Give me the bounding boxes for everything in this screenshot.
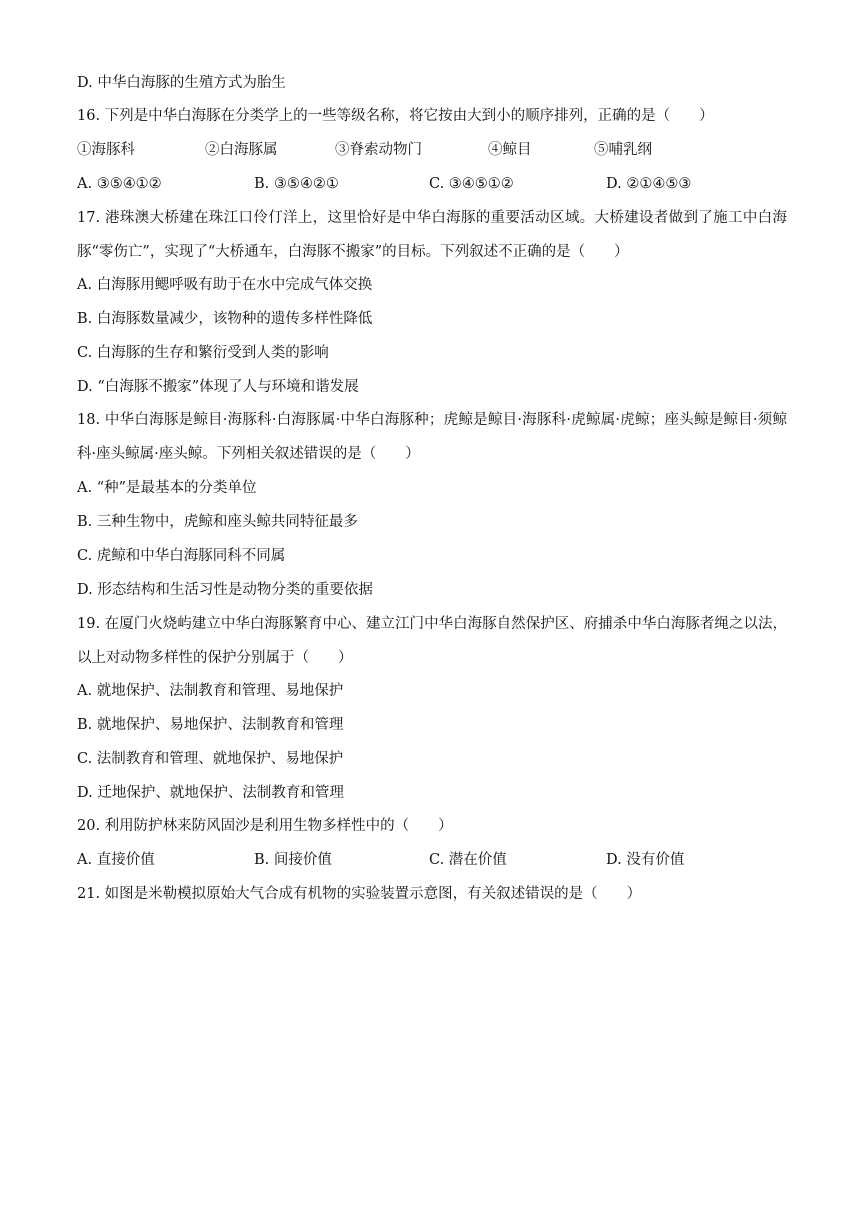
q17-option-d: D. “白海豚不搬家”体现了人与环境和谐发展 — [77, 379, 359, 395]
q16-option-c: C. ③④⑤①② — [429, 176, 514, 192]
q18-option-b: B. 三种生物中，虎鲸和座头鲸共同特征最多 — [77, 514, 358, 530]
q19-stem: 19. 在厦门火烧屿建立中华白海豚繁育中心、建立江门中华白海豚自然保护区、府捕杀中华白海豚者绳之以法，以上对动物多样性的保护分别属于（ ） — [77, 616, 787, 666]
q19-option-d: D. 迁地保护、就地保护、法制教育和管理 — [77, 785, 344, 801]
q18-option-c: C. 虎鲸和中华白海豚同科不同属 — [77, 548, 286, 564]
q20-option-b: B. 间接价值 — [254, 852, 332, 868]
q20-options — [77, 850, 787, 870]
q15-option-d: D. 中华白海豚的生殖方式为胎生 — [77, 75, 286, 91]
q16-item-4: ④鲸目 — [488, 142, 532, 158]
q16-item-5: ⑤哺乳纲 — [594, 142, 652, 158]
q20-option-d: D. 没有价值 — [606, 852, 685, 868]
q16-stem: 16. 下列是中华白海豚在分类学上的一些等级名称，将它按由大到小的顺序排列，正确的是（ ） — [77, 108, 714, 124]
q19-option-a: A. 就地保护、法制教育和管理、易地保护 — [77, 683, 344, 699]
q21-stem: 21. 如图是米勒模拟原始大气合成有机物的实验装置示意图，有关叙述错误的是（ ） — [77, 886, 642, 902]
q20-option-a: A. 直接价值 — [77, 852, 155, 868]
q16-item-3: ③脊索动物门 — [335, 142, 422, 158]
q16-option-a: A. ③⑤④①② — [77, 176, 162, 192]
q20-option-c: C. 潜在价值 — [429, 852, 507, 868]
q18-stem: 18. 中华白海豚是鲸目·海豚科·白海豚属·中华白海豚种；虎鲸是鲸目·海豚科·虎鲸属·虎鲸；座头鲸是鲸目·须鲸科·座头鲸属·座头鲸。下列相关叙述错误的是（ ） — [77, 412, 787, 462]
q17-stem: 17. 港珠澳大桥建在珠江口伶仃洋上，这里恰好是中华白海豚的重要活动区域。大桥建设者做到了施工中白海豚“零伤亡”，实现了“大桥通车，白海豚不搬家”的目标。下列叙述不正确的是（ ） — [77, 210, 787, 260]
q16-option-b: B. ③⑤④②① — [254, 176, 339, 192]
q16-items — [77, 140, 787, 160]
q18-option-a: A. “种”是最基本的分类单位 — [77, 480, 257, 496]
q19-option-c: C. 法制教育和管理、就地保护、易地保护 — [77, 751, 344, 767]
q20-stem: 20. 利用防护林来防风固沙是利用生物多样性中的（ ） — [77, 818, 453, 834]
q17-option-a: A. 白海豚用鳃呼吸有助于在水中完成气体交换 — [77, 277, 373, 293]
q16-option-d: D. ②①④⑤③ — [606, 176, 692, 192]
q16-item-2: ②白海豚属 — [205, 142, 278, 158]
q16-item-1: ①海豚科 — [77, 142, 135, 158]
q18-option-d: D. 形态结构和生活习性是动物分类的重要依据 — [77, 582, 373, 598]
q16-options — [77, 174, 787, 194]
q17-option-c: C. 白海豚的生存和繁衍受到人类的影响 — [77, 345, 329, 361]
q17-option-b: B. 白海豚数量减少，该物种的遗传多样性降低 — [77, 311, 373, 327]
q19-option-b: B. 就地保护、易地保护、法制教育和管理 — [77, 717, 344, 733]
